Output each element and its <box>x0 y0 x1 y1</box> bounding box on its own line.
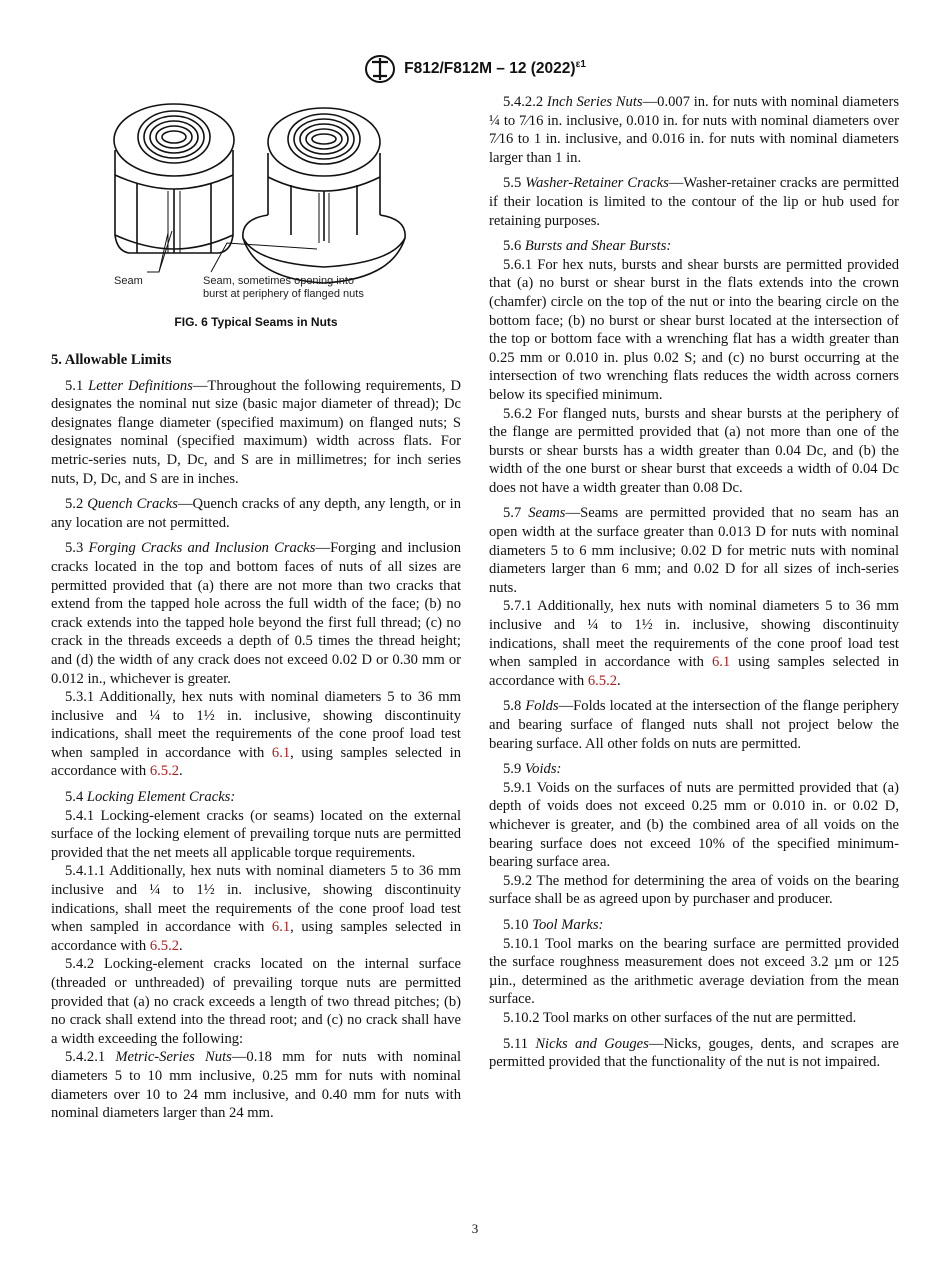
link-6-5-2[interactable]: 6.5.2 <box>149 937 180 954</box>
seam-label: Seam <box>114 275 143 287</box>
paragraph-5-7-1: 5.7.1 Additionally, hex nuts with nominal diameters 5 to 36 mm inclusive and ¼ to 1½ in. inclusive, showing discontinuity indications, shall meet the requirements of the cone proof load test when sampled in accordance with 6.1 using samples selected in accordance with 6.5.2. <box>489 598 899 689</box>
hex-nut-thread-outer <box>138 111 210 163</box>
section-heading: 5. Allowable Limits <box>51 352 172 368</box>
paragraph-5-10-1: 5.10.1 Tool marks on the bearing surface are permitted provided the surface roughness measurement does not exceed 3.2 µm or 125 µin., determined as the arithmetic average deviation from the mean surface. <box>489 935 899 1008</box>
paragraph-5-4-1-1: 5.4.1.1 Additionally, hex nuts with nominal diameters 5 to 36 mm inclusive and ¼ to 1½ in. inclusive, showing discontinuity indications, shall meet the requirements of the cone proof load test when sampled in accordance with 6.1, using samples selected in accordance with 6.5.2. <box>51 863 461 954</box>
paragraph-5-4-1: 5.4.1 Locking-element cracks (or seams) located on the external surface of the locking element of prevailing torque nuts are permitted provided that the net meets all applicable torque requirements. <box>51 807 461 861</box>
link-6-5-2[interactable]: 6.5.2 <box>587 672 618 689</box>
figure-6 <box>51 93 461 351</box>
paragraph-5-4: 5.4 Locking Element Cracks: <box>65 789 236 806</box>
paragraph-5-10-2: 5.10.2 Tool marks on other surfaces of the nut are permitted. <box>503 1009 857 1026</box>
astm-logo-icon <box>364 54 396 84</box>
page-number: 3 <box>471 1221 479 1236</box>
seam-flanged-label: Seam, sometimes opening into burst at periphery of flanged nuts <box>203 275 364 300</box>
paragraph-5-6: 5.6 Bursts and Shear Bursts: <box>503 238 672 255</box>
document-designation: F812/F812M – 12 $(2022)^{\varepsilon 1}$ <box>404 59 586 78</box>
figure-caption: FIG. 6 Typical Seams in Nuts <box>174 315 338 329</box>
paragraph-5-5: 5.5 Washer-Retainer Cracks—Washer-retainer cracks are permitted if their location is limited to the contour of the lip or hub used for retaining purposes. <box>489 175 899 229</box>
hex-nut-top <box>114 104 234 176</box>
right-column <box>489 93 899 1072</box>
paragraph-5-11: 5.11 Nicks and Gouges—Nicks, gouges, dents, and scrapes are permitted provided that the functionality of the nut is not impaired. <box>489 1035 899 1071</box>
page-header <box>0 54 950 84</box>
paragraph-5-6-1: 5.6.1 For hex nuts, bursts and shear bursts are permitted provided that (a) no burst or shear burst in the flats extends into the crown (chamfer) circle on the top of the nut or into the bearing circle on the bottom face; (b) no burst or shear burst located at the intersection of the top or bottom face with a wrenching flat has a width greater than 0.25 mm or 0.010 in. plus 0.02 S; and (c) no burst occurring at the intersection of two wrenching flats reduces the width across corners below its specified minimum. <box>489 256 899 403</box>
link-6-5-2[interactable]: 6.5.2 <box>149 763 180 780</box>
paragraph-5-6-2: 5.6.2 For flanged nuts, bursts and shear bursts at the periphery of the flange are permitted provided that (a) not more than one of the bursts or shear bursts has a width greater than 0.04 Dc, and (b) the width of the one burst or shear burst that exceeds a width of 0.04 Dc does not have a width greater than 0.08 Dc. <box>489 405 899 496</box>
paragraph-5-10: 5.10 Tool Marks: <box>503 916 604 933</box>
paragraph-5-9: 5.9 Voids: <box>503 761 562 778</box>
paragraph-5-3: 5.3 Forging Cracks and Inclusion Cracks—Forging and inclusion cracks located in the top and bottom faces of nuts of all sizes are permitted provided that (a) there are not more than two cracks that extend from the tapped hole across the full width of the face; (b) no crack extends into the tapped hole beyond the first full thread; (c) no crack in the threads exceeds a depth of 0.5 times the thread height; and (d) the width of any crack does not exceed 0.02 D or 0.30 mm or 0.012 in., whichever is greater. <box>51 540 462 687</box>
link-6-1[interactable]: 6.1 <box>711 654 731 671</box>
paragraph-5-3-1: 5.3.1 Additionally, hex nuts with nominal diameters 5 to 36 mm inclusive and ¼ to 1½ in. inclusive, showing discontinuity indications, shall meet the requirements of the cone proof load test when sampled in accordance with 6.1, using samples selected in accordance with 6.5.2. <box>51 689 461 780</box>
paragraph-5-7: 5.7 Seams—Seams are permitted provided that no seam has an open width at the surface greater than 0.013 D for nuts with nominal diameters 5 to 6 mm inclusive; 0.02 D for metric nuts with nominal diameters larger than 6 mm; and 0.02 D for all sizes of inch-series nuts. <box>489 505 899 596</box>
flanged-nut-top <box>268 108 380 176</box>
paragraph-5-9-1: 5.9.1 Voids on the surfaces of nuts are permitted provided that (a) depth of voids does not exceed 0.25 mm or 0.010 in. or 0.02 D, whichever is greater, and (b) the combined area of all voids on the bearing surface does not exceed 10% of the specified minimum-bearing surface area. <box>489 779 899 871</box>
paragraph-5-8: 5.8 Folds—Folds located at the intersection of the flange periphery and bearing surface of flanged nuts shall not project below the bearing surface. All other folds on nuts are permitted. <box>489 698 900 752</box>
left-column <box>51 93 461 1123</box>
paragraph-5-4-2-2: 5.4.2.2 Inch Series Nuts—0.007 in. for nuts with nominal diameters ¼ to 7⁄16 in. inclusive, 0.010 in. for nuts with nominal diameters over 7⁄16 to 1 in. inclusive, and 0.016 in. for nuts with nominal diameters larger than 1 in. <box>489 94 899 166</box>
epsilon-superscript: ε1 <box>575 59 586 71</box>
paragraph-5-4-2-1: 5.4.2.1 Metric-Series Nuts—0.18 mm for nuts with nominal diameters 5 to 10 mm inclusive, 0.25 mm for nuts with nominal diameters over 10 to 24 mm inclusive, and 0.40 mm for nuts with nominal diameters larger than 24 mm. <box>51 1049 462 1122</box>
link-6-1[interactable]: 6.1 <box>271 744 291 761</box>
paragraph-5-1: 5.1 Letter Definitions—Throughout the following requirements, D designates the nominal nut size (basic major diameter of thread); Dc designates flange diameter (specified maximum) on flanged nuts; S designates nominal (specified maximum) width across flats. For metric-series nuts, D, Dc, and S are in millimetres; for inch series nuts, D, Dc, and S are in inches. <box>51 377 461 487</box>
link-6-1[interactable]: 6.1 <box>271 919 291 936</box>
paragraph-5-4-2: 5.4.2 Locking-element cracks located on the internal surface (threaded or unthreaded) of prevailing torque nuts are permitted provided that (a) no crack exceeds a length of two thread pitches; (b) no crack shall extend into the thread root; and (c) no crack shall have a width exceeding the following: <box>51 956 461 1047</box>
paragraph-5-9-2: 5.9.2 The method for determining the area of voids on the bearing surface shall be as agreed upon by purchaser and producer. <box>489 872 899 908</box>
paragraph-5-2: 5.2 Quench Cracks—Quench cracks of any depth, any length, or in any location are not permitted. <box>51 496 461 531</box>
